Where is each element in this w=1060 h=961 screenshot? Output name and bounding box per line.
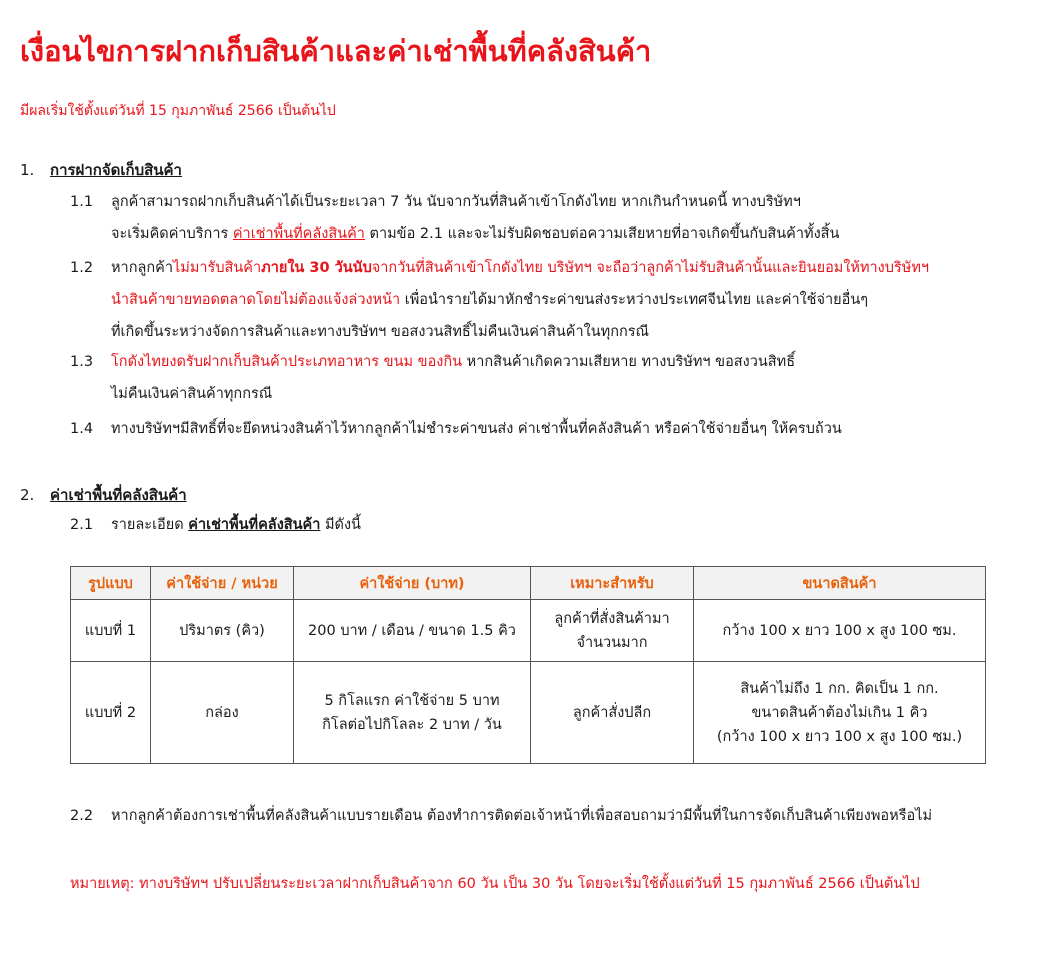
column-header: รูปแบบ: [71, 567, 151, 600]
cell-line: (กว้าง 100 x ยาว 100 x สูง 100 ซม.): [716, 728, 963, 745]
clause-text: หากลูกค้า: [111, 260, 173, 276]
highlight-text: จากวันที่สินค้าเข้าโกดังไทย บริษัทฯ จะถือว่าลูกค้าไม่รับสินค้านั้นและยินยอมให้ทางบริษัทฯ: [371, 260, 930, 276]
cell-line: จำนวนมาก: [576, 634, 648, 651]
section-2-heading: [20, 483, 187, 507]
section-2-number: 2.: [20, 486, 35, 504]
cell-line: ขนาดสินค้าต้องไม่เกิน 1 คิว: [751, 704, 928, 721]
section-1-heading: [20, 158, 182, 182]
section-1-title: การฝากจัดเก็บสินค้า: [50, 161, 182, 179]
table-cell: [694, 662, 986, 764]
warehouse-rent-link[interactable]: ค่าเช่าพื้นที่คลังสินค้า: [232, 226, 365, 242]
table-cell: กล่อง: [151, 662, 294, 764]
clause-text: ตามข้อ 2.1 และจะไม่รับผิดชอบต่อความเสียหายที่อาจเกิดขึ้นกับสินค้าทั้งสิ้น: [364, 226, 840, 242]
table-cell: [294, 662, 531, 764]
highlight-text: นำสินค้าขายทอดตลาดโดยไม่ต้องแจ้งล่วงหน้า: [111, 292, 401, 308]
column-header: ค่าใช้จ่าย / หน่วย: [151, 567, 294, 600]
column-header: ค่าใช้จ่าย (บาท): [294, 567, 531, 600]
cell-line: กว้าง 100 x ยาว 100 x สูง 100 ซม.: [722, 622, 957, 639]
section-2-title: ค่าเช่าพื้นที่คลังสินค้า: [50, 486, 187, 504]
effective-date: มีผลเริ่มใช้ตั้งแต่วันที่ 15 กุมภาพันธ์ 2566 เป็นต้นไป: [20, 103, 336, 119]
clause-line: [111, 252, 929, 284]
clause-number: 1.1: [70, 194, 94, 210]
clause-number: 1.3: [70, 354, 94, 370]
clause-number: 2.1: [70, 517, 94, 533]
clause-line: [111, 346, 795, 378]
table-cell: [294, 600, 531, 662]
highlight-text: โกดังไทยงดรับฝากเก็บสินค้าประเภทอาหาร ขนม ของกิน: [111, 354, 463, 370]
clause-line: หากลูกค้าต้องการเช่าพื้นที่คลังสินค้าแบบรายเดือน ต้องทำการติดต่อเจ้าหน้าที่เพื่อสอบถามว่ามีพื้นที่ในการจัดเก็บสินค้าเพียงพอหรือไม่: [111, 808, 933, 824]
table-cell: [531, 662, 694, 764]
clause-text: หากสินค้าเกิดความเสียหาย ทางบริษัทฯ ขอสงวนสิทธิ์: [462, 354, 796, 370]
clause-text: มีดังนี้: [320, 517, 361, 533]
cell-line: 5 กิโลแรก ค่าใช้จ่าย 5 บาท: [324, 692, 500, 709]
table-cell: ปริมาตร (คิว): [151, 600, 294, 662]
clause-line: [111, 218, 839, 250]
section-1-number: 1.: [20, 161, 35, 179]
page-title: เงื่อนไขการฝากเก็บสินค้าและค่าเช่าพื้นที่คลังสินค้า: [20, 34, 652, 68]
clause-line: [111, 509, 361, 541]
cell-line: กิโลต่อไปกิโลละ 2 บาท / วัน: [322, 716, 502, 733]
cell-line: สินค้าไม่ถึง 1 กก. คิดเป็น 1 กก.: [740, 680, 939, 697]
cell-line: ลูกค้าที่สั่งสินค้ามา: [554, 610, 670, 627]
table-cell: [531, 600, 694, 662]
highlight-text: ไม่มารับสินค้า: [173, 260, 262, 276]
cell-line: 200 บาท / เดือน / ขนาด 1.5 คิว: [308, 622, 516, 639]
column-header: เหมาะสำหรับ: [531, 567, 694, 600]
table-cell: แบบที่ 2: [71, 662, 151, 764]
clause-line: ทางบริษัทฯมีสิทธิ์ที่จะยึดหน่วงสินค้าไว้หากลูกค้าไม่ชำระค่าขนส่ง ค่าเช่าพื้นที่คลังสินค้า หรือค่าใช้จ่ายอื่นๆ ให้ครบถ้วน: [111, 421, 842, 437]
column-header: ขนาดสินค้า: [694, 567, 986, 600]
clause-line: ที่เกิดขึ้นระหว่างจัดการสินค้าและทางบริษัทฯ ขอสงวนสิทธิ์ไม่คืนเงินค่าสินค้าในทุกกรณี: [111, 324, 649, 340]
highlight-bold-text: ภายใน 30 วันนับ: [261, 260, 372, 276]
clause-number: 1.4: [70, 421, 94, 437]
clause-line: ไม่คืนเงินค่าสินค้าทุกกรณี: [111, 386, 273, 402]
warehouse-rent-label: ค่าเช่าพื้นที่คลังสินค้า: [188, 517, 321, 533]
clause-line: ลูกค้าสามารถฝากเก็บสินค้าได้เป็นระยะเวลา 7 วัน นับจากวันที่สินค้าเข้าโกดังไทย หากเกินกำหนดนี้ ทางบริษัทฯ: [111, 194, 801, 210]
table-row: [71, 662, 986, 764]
clause-line: [111, 284, 929, 316]
cell-line: ลูกค้าสั่งปลีก: [572, 704, 652, 721]
remark-note: หมายเหตุ: ทางบริษัทฯ ปรับเปลี่ยนระยะเวลาฝากเก็บสินค้าจาก 60 วัน เป็น 30 วัน โดยจะเริ่มใช้ตั้งแต่วันที่ 15 กุมภาพันธ์ 2566 เป็นต้นไป: [70, 876, 920, 892]
clause-number: 1.2: [70, 260, 94, 276]
clause-text: รายละเอียด: [111, 517, 189, 533]
clause-number: 2.2: [70, 808, 94, 824]
clause-text: เพื่อนำรายได้มาหักชำระค่าขนส่งระหว่างประเทศจีนไทย และค่าใช้จ่ายอื่นๆ: [400, 292, 869, 308]
table-row: [71, 600, 986, 662]
table-cell: แบบที่ 1: [71, 600, 151, 662]
table-cell: [694, 600, 986, 662]
rent-table: [70, 566, 986, 764]
clause-text: จะเริ่มคิดค่าบริการ: [111, 226, 233, 242]
table-header-row: [71, 567, 986, 600]
